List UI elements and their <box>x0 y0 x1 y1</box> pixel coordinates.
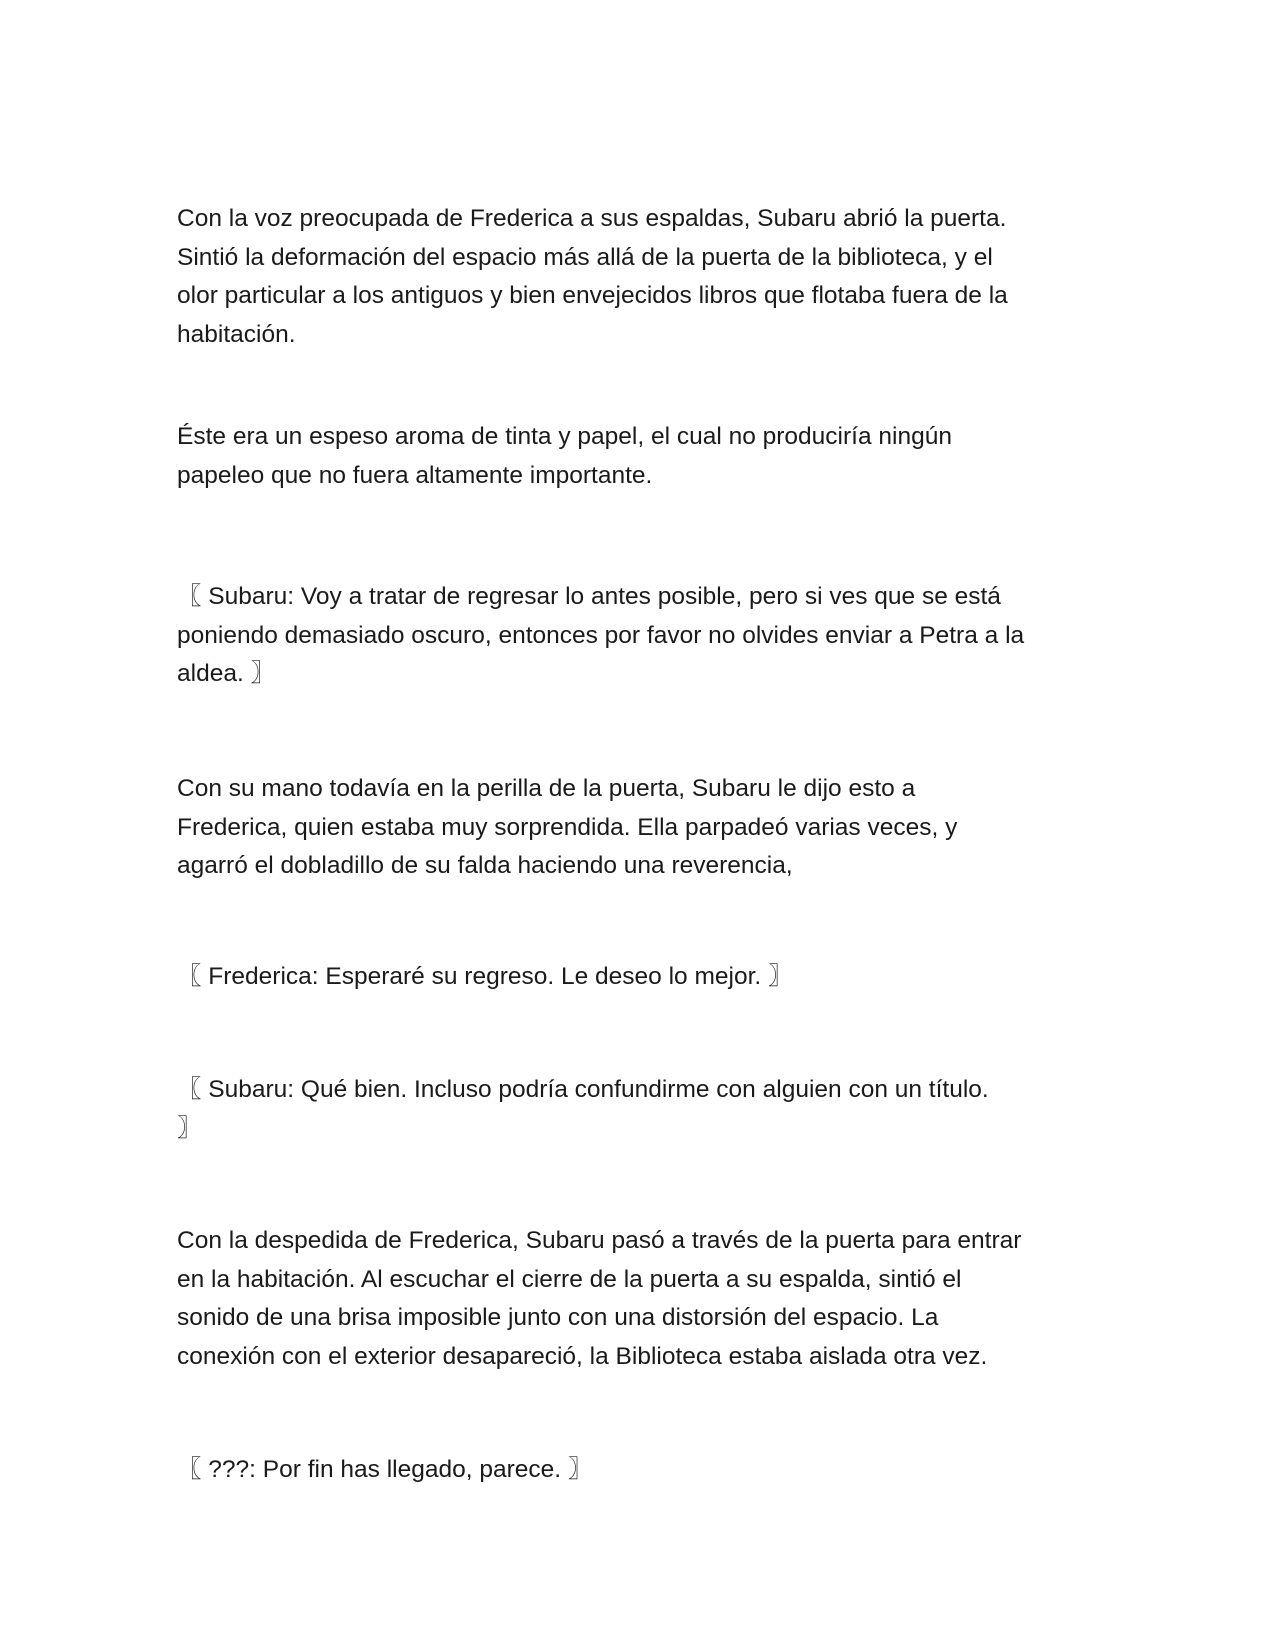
text-line: en la habitación. Al escuchar el cierre de la puerta a su espalda, sintió el <box>177 1265 962 1293</box>
paragraph-narration-1 <box>177 200 1117 354</box>
text-line: Con su mano todavía en la perilla de la puerta, Subaru le dijo esto a <box>177 775 916 802</box>
text-line: aldea. 〗 <box>177 660 276 687</box>
text-line: olor particular a los antiguos y bien envejecidos libros que flotaba fuera de la <box>177 282 1008 309</box>
text-line: papeleo que no fuera altamente importante. <box>177 461 653 489</box>
text-line: sonido de una brisa imposible junto con una distorsión del espacio. La <box>177 1304 939 1331</box>
paragraph-dialogue-unknown <box>177 1451 1117 1490</box>
paragraph-narration-3 <box>177 770 1117 886</box>
text-line: 〖 Subaru: Qué bien. Incluso podría confundirme con alguien con un título. <box>177 1076 989 1103</box>
text-line: 〖 Frederica: Esperaré su regreso. Le deseo lo mejor. 〗 <box>177 963 793 990</box>
text-line: Sintió la deformación del espacio más allá de la puerta de la biblioteca, y el <box>177 243 993 271</box>
text-line: poniendo demasiado oscuro, entonces por favor no olvides enviar a Petra a la <box>177 621 1025 649</box>
text-line: Con la voz preocupada de Frederica a sus espaldas, Subaru abrió la puerta. <box>177 205 1007 232</box>
text-line: conexión con el exterior desapareció, la Biblioteca estaba aislada otra vez. <box>177 1342 988 1370</box>
text-line: Frederica, quien estaba muy sorprendida. Ella parpadeó varias veces, y <box>177 813 958 841</box>
text-line: 〖 ???: Por fin has llegado, parece. 〗 <box>177 1456 593 1483</box>
paragraph-narration-2 <box>177 418 1117 495</box>
text-line: Con la despedida de Frederica, Subaru pasó a través de la puerta para entrar <box>177 1227 1022 1254</box>
text-line: Éste era un espeso aroma de tinta y papel, el cual no produciría ningún <box>177 423 952 450</box>
text-line: habitación. <box>177 320 296 348</box>
text-line: 〖 Subaru: Voy a tratar de regresar lo antes posible, pero si ves que se está <box>177 583 1001 610</box>
text-line: 〗 <box>177 1114 202 1142</box>
paragraph-dialogue-subaru-2 <box>177 1071 1117 1148</box>
paragraph-narration-4 <box>177 1222 1117 1376</box>
text-line: agarró el dobladillo de su falda haciendo una reverencia, <box>177 852 793 879</box>
paragraph-dialogue-frederica <box>177 958 1117 997</box>
paragraph-dialogue-subaru-1 <box>177 578 1117 694</box>
